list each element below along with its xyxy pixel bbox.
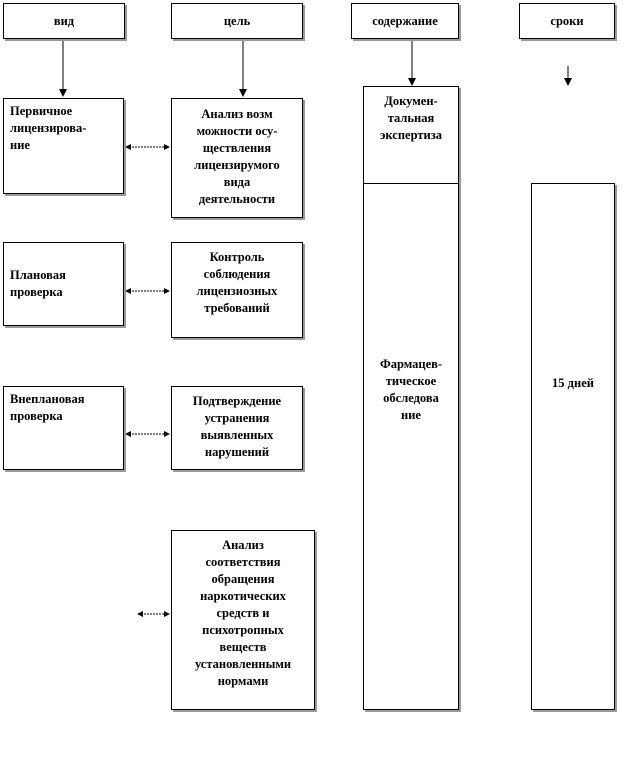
type-label-primary: Первичное лицензирова- ние	[10, 104, 87, 152]
content-box-documentary	[363, 86, 459, 184]
header-sroki	[519, 3, 615, 39]
content-label-pharmaceutical: Фармацев- тическое обследова ние	[379, 357, 443, 422]
goal-box-1	[171, 98, 303, 218]
goal-label-3: Подтверждение устранения выявленных нарушений	[192, 394, 282, 459]
type-box-primary	[3, 98, 124, 194]
goal-label-2: Контроль соблюдения лицензиозных требований	[196, 250, 278, 315]
header-tsel-label: цель	[223, 13, 251, 28]
deadline-box	[531, 183, 615, 710]
header-soderzhanie-label: содержание	[372, 13, 438, 28]
header-sroki-label: сроки	[550, 13, 584, 28]
goal-label-4: Анализ соответствия обращения наркотических средств и психотропных веществ установленными нормами	[194, 538, 292, 688]
content-label-documentary: Докумен- тальная экспертиза	[380, 94, 442, 142]
goal-box-4	[171, 530, 315, 710]
type-label-planned: Плановая проверка	[10, 268, 66, 299]
type-box-planned	[3, 242, 124, 326]
deadline-label: 15 дней	[552, 376, 594, 390]
header-tsel	[171, 3, 303, 39]
goal-box-3	[171, 386, 303, 470]
header-soderzhanie	[351, 3, 459, 39]
content-box-pharmaceutical	[363, 183, 459, 710]
goal-label-1: Анализ возм можности осу- ществления лицензирумого вида деятельности	[194, 107, 280, 206]
goal-box-2	[171, 242, 303, 338]
header-vid	[3, 3, 125, 39]
type-label-unplanned: Внеплановая проверка	[10, 392, 85, 423]
header-vid-label: вид	[53, 13, 75, 28]
type-box-unplanned	[3, 386, 124, 470]
